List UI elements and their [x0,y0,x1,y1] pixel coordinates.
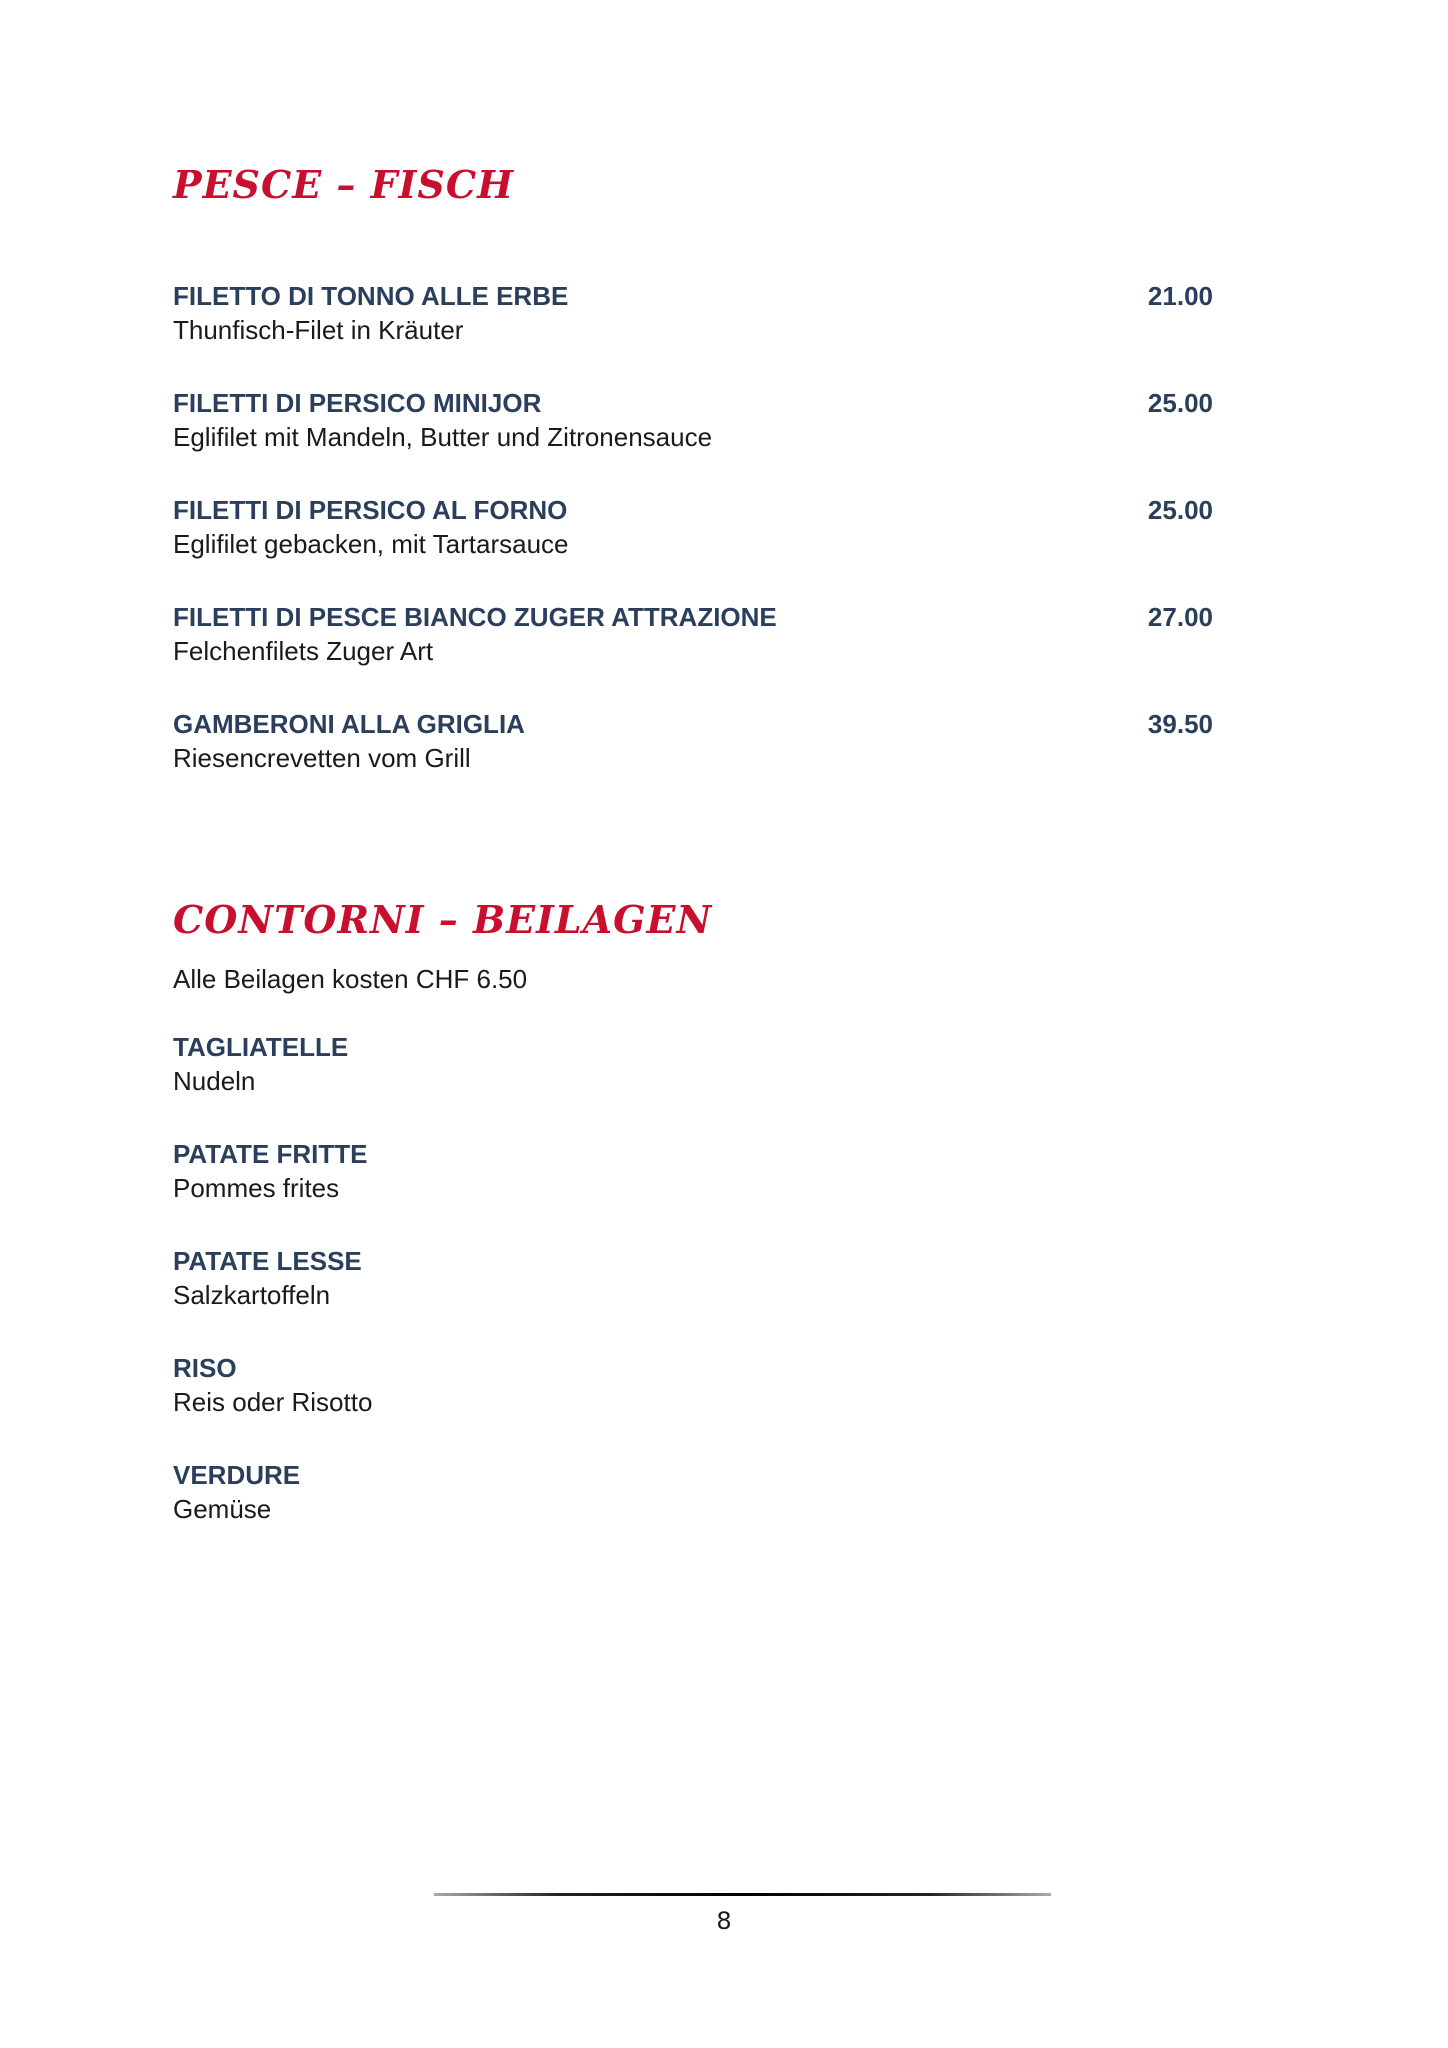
menu-item [173,494,1213,562]
menu-item-name: GAMBERONI ALLA GRIGLIA [173,709,525,739]
sides-price-note: Alle Beilagen kosten CHF 6.50 [173,964,528,994]
menu-item-name: TAGLIATELLE [173,1032,349,1062]
menu-item [173,708,1213,776]
menu-item [173,387,1213,455]
menu-item [173,1352,1213,1420]
menu-item [173,1031,1213,1099]
menu-item-description: Eglifilet gebacken, mit Tartarsauce [173,529,569,559]
menu-item-name: RISO [173,1353,237,1383]
menu-item-name: PATATE LESSE [173,1246,362,1276]
menu-item-name: FILETTI DI PESCE BIANCO ZUGER ATTRAZIONE [173,602,777,632]
menu-item-description: Eglifilet mit Mandeln, Butter und Zitronensauce [173,422,713,452]
menu-item-description: Gemüse [173,1494,272,1524]
menu-item-price: 25.00 [1147,388,1213,418]
page-number: 8 [716,1907,732,1935]
menu-item-description: Pommes frites [173,1173,340,1203]
menu-item-description: Riesencrevetten vom Grill [173,743,471,773]
menu-item-name: PATATE FRITTE [173,1139,368,1169]
menu-item-name: FILETTI DI PERSICO AL FORNO [173,495,568,525]
section-title-fish: PESCE – FISCH [173,162,514,207]
menu-item-name: VERDURE [173,1460,301,1490]
menu-item-description: Felchenfilets Zuger Art [173,636,434,666]
menu-item-description: Salzkartoffeln [173,1280,331,1310]
menu-item-name: FILETTI DI PERSICO MINIJOR [173,388,542,418]
menu-item [173,601,1213,669]
menu-item [173,1459,1213,1527]
menu-item-description: Nudeln [173,1066,256,1096]
menu-item-price: 21.00 [1147,281,1213,311]
menu-item-description: Thunfisch-Filet in Kräuter [173,315,464,345]
footer-divider [434,1893,1051,1896]
menu-item-price: 25.00 [1147,495,1213,525]
menu-item-price: 27.00 [1147,602,1213,632]
menu-item-description: Reis oder Risotto [173,1387,373,1417]
menu-item [173,1245,1213,1313]
menu-item [173,1138,1213,1206]
menu-item-price: 39.50 [1147,709,1213,739]
section-title-sides: CONTORNI – BEILAGEN [173,897,713,942]
menu-item-name: FILETTO DI TONNO ALLE ERBE [173,281,569,311]
menu-item [173,280,1213,348]
